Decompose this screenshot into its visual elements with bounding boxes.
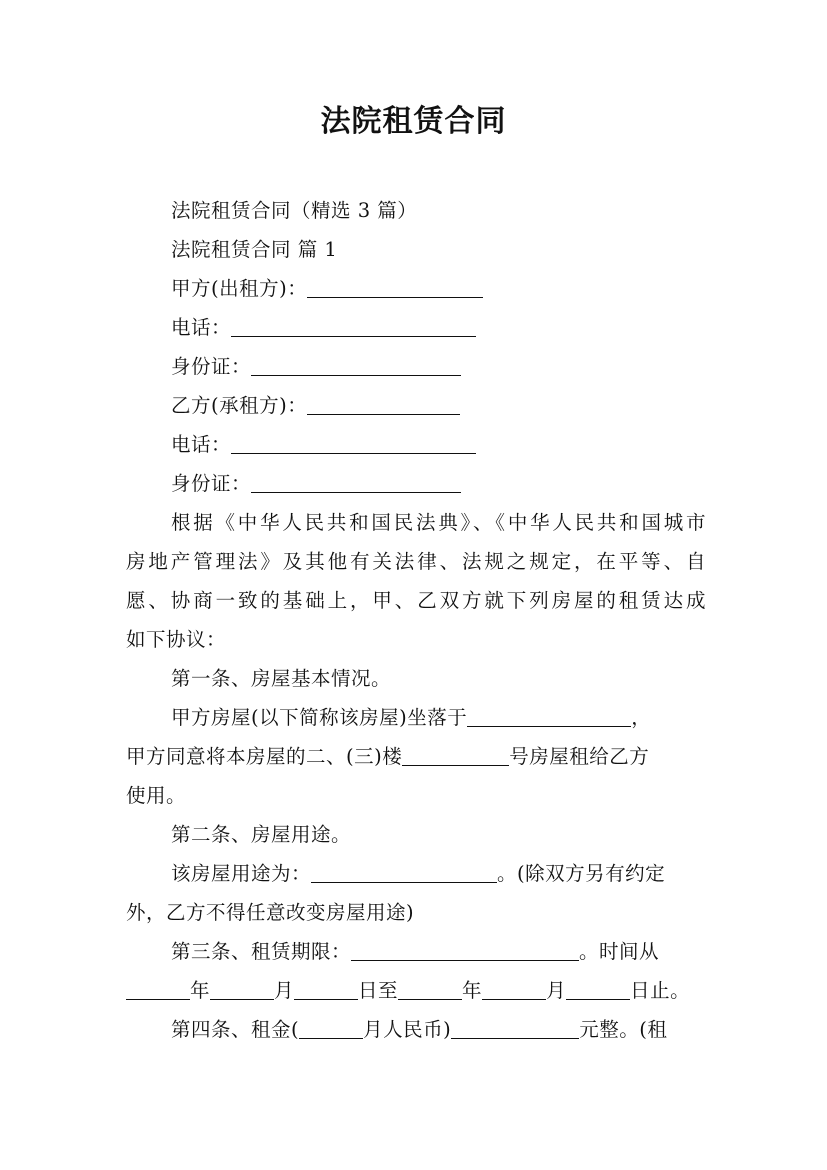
party-b-line [171, 386, 706, 425]
start-year-label: 年 [190, 979, 211, 1002]
article-1-line-2 [126, 737, 706, 776]
term-label: 第三条、租赁期限： [171, 940, 352, 963]
end-year-blank [398, 975, 462, 1000]
preamble-line-2: 房地产管理法》及其他有关法律、法规之规定，在平等、自 [126, 550, 706, 573]
floor-label: 甲方同意将本房屋的二、(三)楼 [126, 745, 403, 768]
party-b-phone-blank [231, 429, 476, 454]
end-day-label: 日止。 [630, 979, 691, 1002]
article-1-line-3: 使用。 [126, 784, 187, 807]
start-month-label: 月 [274, 979, 295, 1002]
end-year-label: 年 [462, 979, 483, 1002]
party-a-id-label: 身份证： [171, 355, 252, 378]
room-number-blank [402, 741, 509, 766]
party-b-blank [307, 390, 460, 415]
usage-blank [311, 858, 497, 883]
rent-amount-blank [451, 1014, 579, 1039]
party-a-phone-blank [231, 312, 476, 337]
document-title: 法院租赁合同 [320, 104, 507, 139]
party-b-id-blank [251, 468, 461, 493]
article-2-line-1 [171, 854, 706, 893]
article-4-line-1 [171, 1010, 706, 1049]
article-3-line-2 [126, 971, 706, 1010]
rent-label: 第四条、租金( [171, 1018, 300, 1041]
party-a-line [171, 269, 706, 308]
party-a-id-blank [251, 351, 461, 376]
preamble-line-4: 如下协议： [126, 628, 227, 651]
term-blank [351, 936, 579, 961]
article-2-heading: 第二条、房屋用途。 [171, 823, 352, 846]
party-a-phone-line [171, 308, 706, 347]
article-2-line-2: 外，乙方不得任意改变房屋用途) [126, 901, 415, 924]
party-b-label: 乙方(承租方)： [171, 394, 308, 417]
rent-currency-label: 月人民币) [363, 1018, 452, 1041]
party-a-id-line [171, 347, 706, 386]
start-day-blank [294, 975, 358, 1000]
article-1-line-1 [171, 698, 706, 737]
start-to-label: 日至 [358, 979, 399, 1002]
party-a-label: 甲方(出租方)： [171, 277, 308, 300]
end-month-blank [482, 975, 546, 1000]
party-b-phone-line [171, 425, 706, 464]
location-comma: ， [631, 706, 652, 729]
document-subtitle: 法院租赁合同（精选 3 篇） [171, 199, 418, 222]
party-a-blank [307, 273, 483, 298]
preamble-line-3: 愿、协商一致的基础上，甲、乙双方就下列房屋的租赁达成 [126, 589, 706, 612]
party-b-id-label: 身份证： [171, 472, 252, 495]
usage-suffix: 。(除双方另有约定 [497, 862, 666, 885]
location-label: 甲方房屋(以下简称该房屋)坐落于 [171, 706, 468, 729]
term-suffix: 。时间从 [579, 940, 660, 963]
start-year-blank [126, 975, 190, 1000]
article-3-line-1 [171, 932, 706, 971]
section-heading: 法院租赁合同 篇 1 [171, 238, 338, 261]
rent-months-blank [299, 1014, 363, 1039]
usage-label: 该房屋用途为： [171, 862, 312, 885]
rent-suffix: 元整。(租 [579, 1018, 668, 1041]
start-month-blank [210, 975, 274, 1000]
location-blank [467, 702, 631, 727]
party-a-phone-label: 电话： [171, 316, 232, 339]
preamble-line-1: 根据《中华人民共和国民法典》、《中华人民共和国城市 [171, 511, 706, 534]
party-b-phone-label: 电话： [171, 433, 232, 456]
article-1-heading: 第一条、房屋基本情况。 [171, 667, 392, 690]
end-month-label: 月 [546, 979, 567, 1002]
floor-suffix: 号房屋租给乙方 [509, 745, 650, 768]
end-day-blank [566, 975, 630, 1000]
party-b-id-line [171, 464, 706, 503]
